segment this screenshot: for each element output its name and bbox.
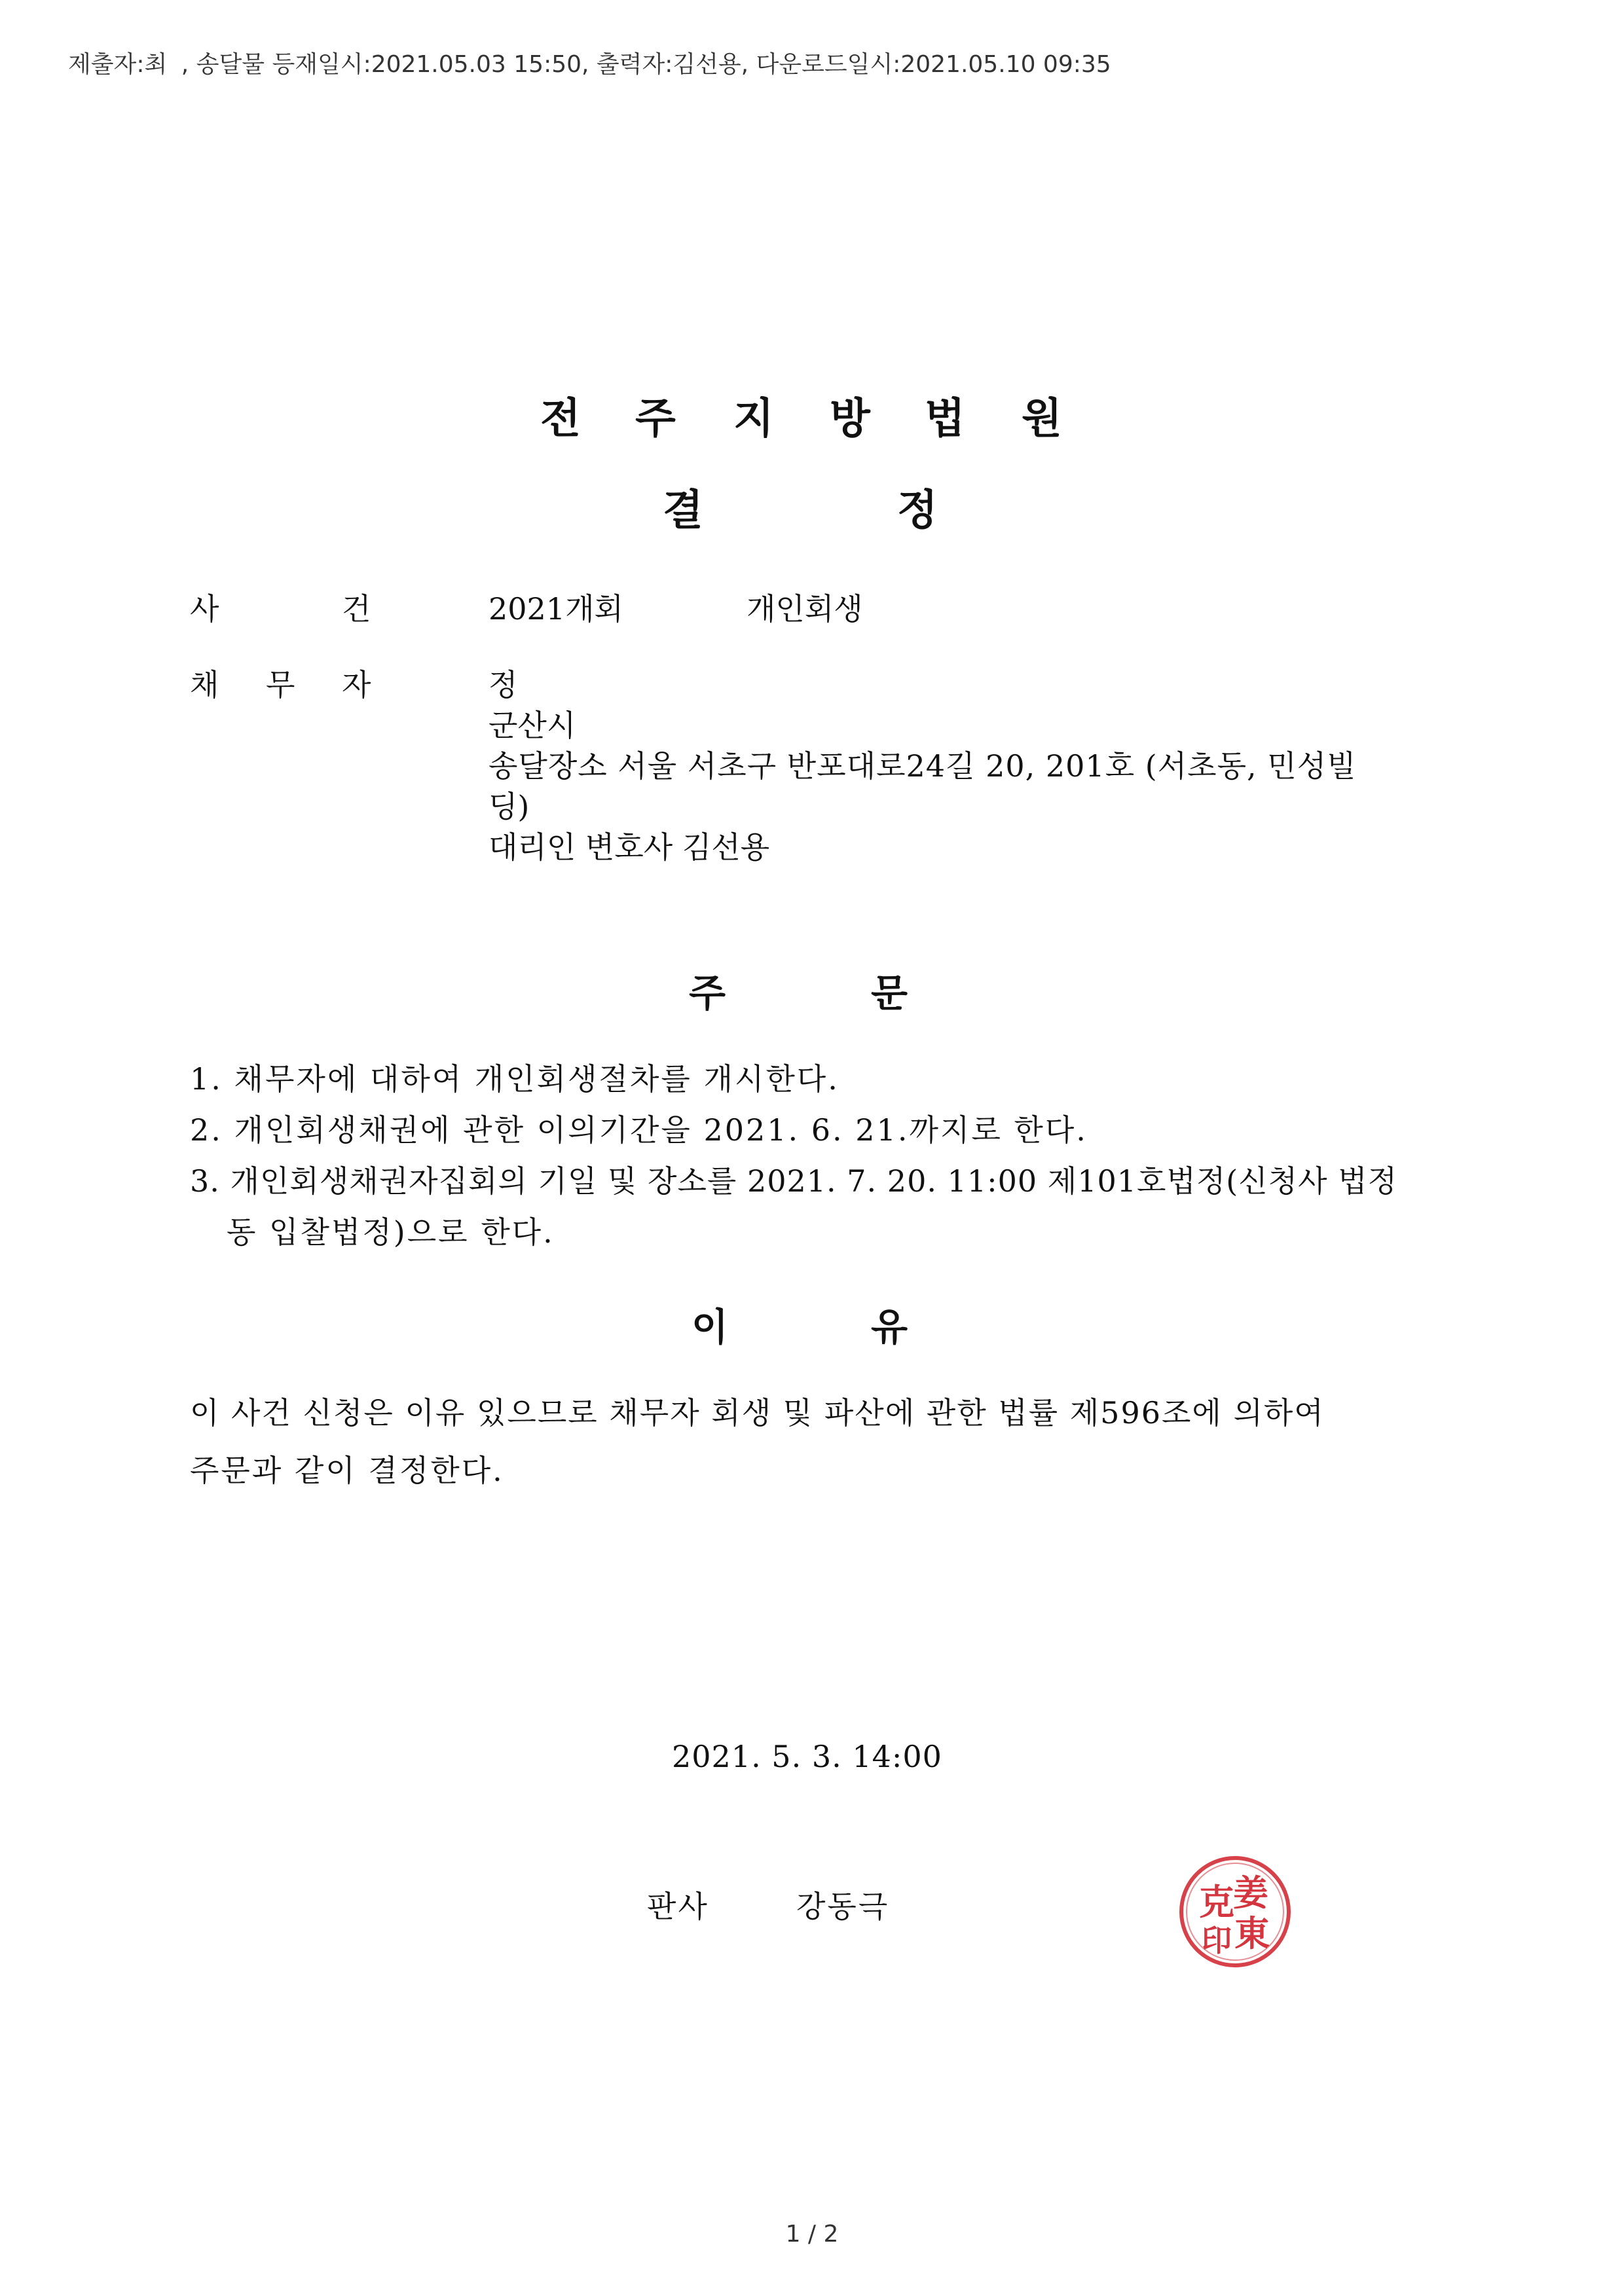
debtor-address: 군산시 (489, 708, 576, 743)
case-type: 개인회생 (747, 591, 863, 627)
page-number: 1 / 2 (785, 2221, 839, 2248)
judge-seal-stamp (1177, 1854, 1293, 1969)
order-heading-char: 주 (689, 971, 726, 1015)
document-type-char: 정 (897, 486, 938, 535)
court-name-char: 전 (540, 395, 581, 443)
document-type-char: 결 (663, 486, 703, 535)
court-name-char: 법 (925, 395, 965, 443)
judge-title: 판사 (647, 1889, 709, 1924)
debtor-name: 정 (489, 667, 518, 702)
court-name-char: 원 (1022, 395, 1062, 443)
debtor-label-char: 채 (190, 667, 219, 702)
order-item: 3. 개인회생채권자집회의 기일 및 장소를 2021. 7. 20. 11:00 제101호법정(신청사 법정 (190, 1163, 1398, 1199)
debtor-label-char: 무 (266, 667, 295, 702)
case-label-char: 사 (190, 591, 219, 627)
court-name-char: 주 (635, 395, 676, 443)
order-heading-char: 문 (871, 971, 908, 1015)
svg-text:克: 克 (1199, 1881, 1234, 1923)
svg-text:姜: 姜 (1233, 1872, 1268, 1914)
service-address-continued: 딩) (489, 789, 530, 824)
case-label-char: 건 (342, 591, 371, 627)
order-item: 1. 채무자에 대하여 개인회생절차를 개시한다. (190, 1061, 840, 1097)
case-number: 2021개회 (489, 591, 623, 627)
svg-text:印: 印 (1202, 1923, 1232, 1958)
case-label (0, 585, 524, 625)
debtor-label (0, 661, 524, 701)
debtor-agent: 대리인 변호사 김선용 (489, 829, 770, 865)
reason-text: 이 사건 신청은 이유 있으므로 채무자 회생 및 파산에 관한 법률 제596조에 의하여 (190, 1395, 1325, 1430)
judge-name: 강동극 (796, 1889, 890, 1924)
reason-heading-char: 유 (871, 1305, 908, 1349)
reason-heading-char: 이 (692, 1305, 729, 1349)
debtor-label-char: 자 (342, 667, 371, 702)
service-address: 송달장소 서울 서초구 반포대로24길 20, 201호 (서초동, 민성빌 (489, 748, 1357, 784)
order-item-continued: 동 입찰법정)으로 한다. (227, 1214, 555, 1250)
document-header: 제출자:최 , 송달물 등재일시:2021.05.03 15:50, 출력자:김선용, 다운로드일시:2021.05.10 09:35 (68, 51, 1111, 78)
court-name-char: 지 (733, 395, 774, 443)
decision-date: 2021. 5. 3. 14:00 (672, 1739, 942, 1774)
reason-text: 주문과 같이 결정한다. (190, 1453, 504, 1488)
svg-text:東: 東 (1234, 1912, 1270, 1954)
court-name-char: 방 (830, 395, 870, 443)
order-item: 2. 개인회생채권에 관한 이의기간을 2021. 6. 21.까지로 한다. (190, 1112, 1088, 1148)
